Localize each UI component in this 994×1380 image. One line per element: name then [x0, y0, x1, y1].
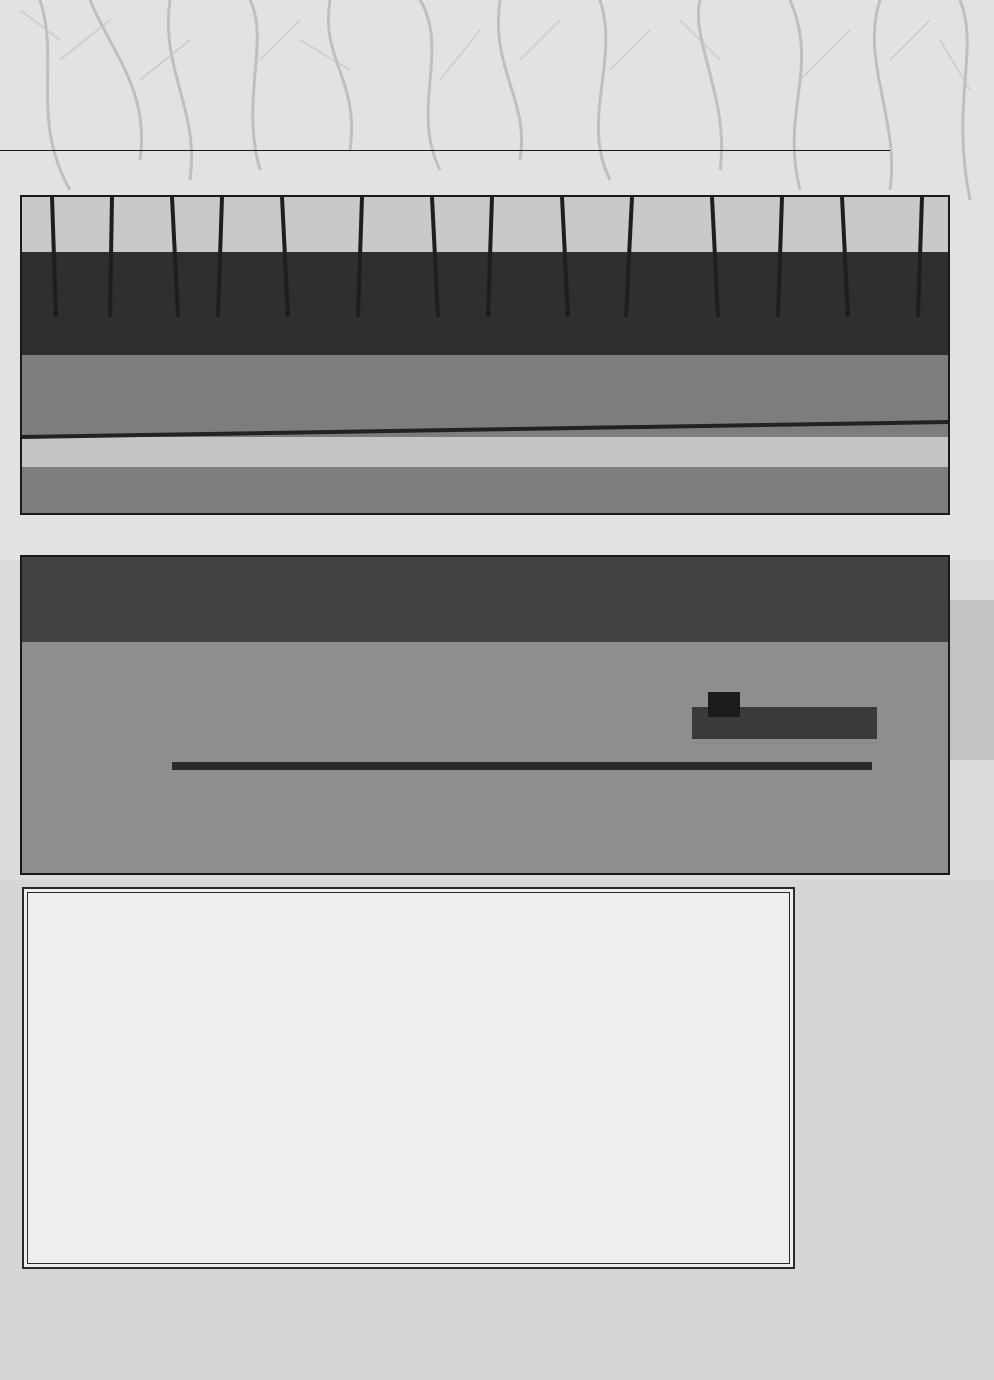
top-rule	[0, 150, 890, 151]
rowing-photo-closeup	[20, 195, 950, 515]
story-body	[44, 901, 769, 919]
rowing-photo-lake	[20, 555, 950, 875]
memorial-story-box	[22, 887, 795, 1269]
story-inner-border	[27, 892, 790, 1264]
